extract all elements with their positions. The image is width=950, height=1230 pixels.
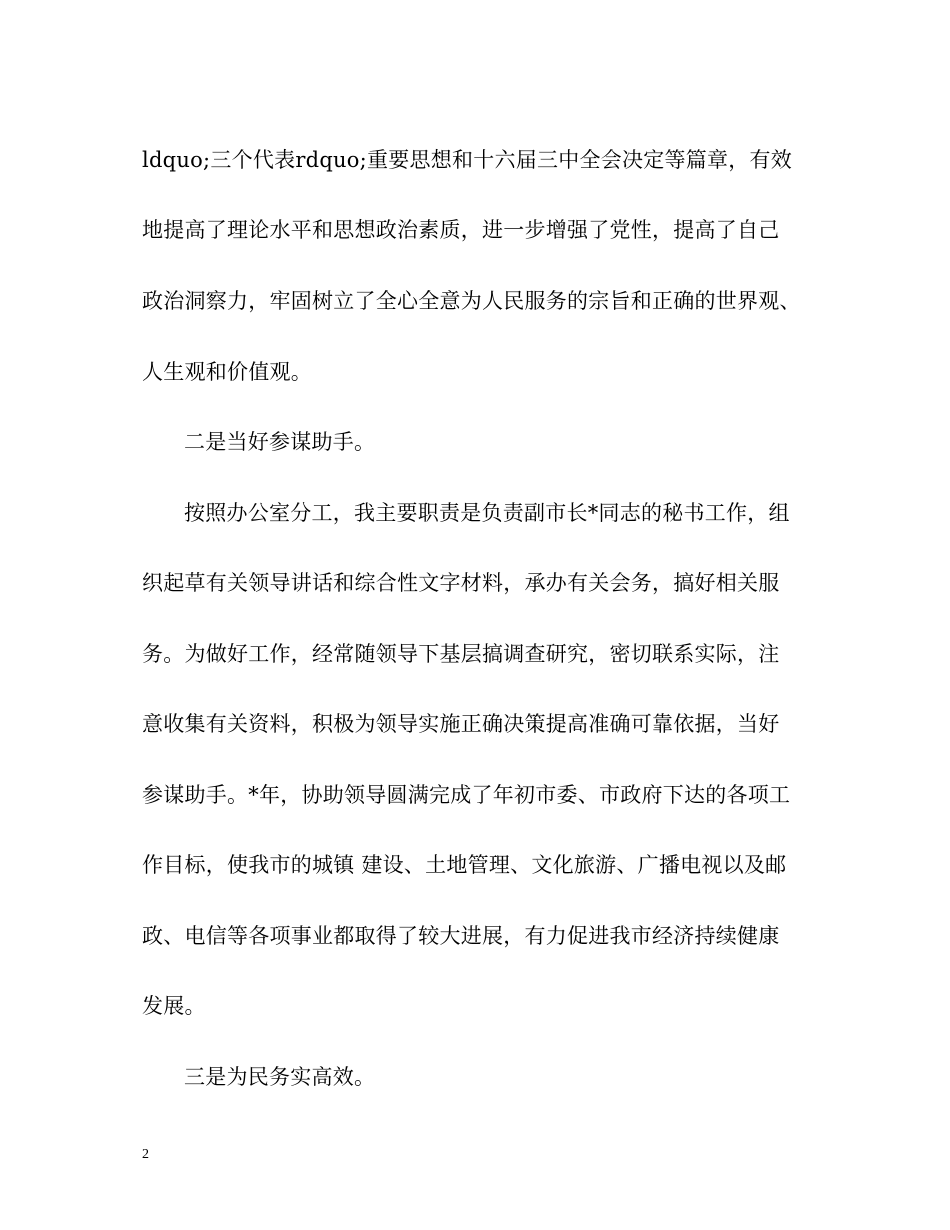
body-text-line: 参谋助手。*年，协助领导圆满完成了年初市委、市政府下达的各项工 [142,783,791,807]
body-text-line: ldquo;三个代表rdquo;重要思想和十六届三中全会决定等篇章，有效 [142,148,793,172]
body-text-line: 发展。 [142,994,206,1018]
body-text-line: 务。为做好工作，经常随领导下基层搞调查研究，密切联系实际，注 [142,642,780,666]
body-text-line: 政、电信等各项事业都取得了较大进展，有力促进我市经济持续健康 [142,924,780,948]
section-heading-line: 三是为民务实高效。 [184,1065,376,1089]
body-text-line: 织起草有关领导讲话和综合性文字材料，承办有关会务，搞好相关服 [142,571,780,595]
body-text-line: 政治洞察力，牢固树立了全心全意为人民服务的宗旨和正确的世界观、 [142,289,801,313]
body-text-line: 按照办公室分工，我主要职责是负责副市长*同志的秘书工作，组 [184,501,790,525]
body-text-line: 作目标，使我市的城镇 建设、土地管理、文化旅游、广播电视以及邮 [142,853,787,877]
body-text-line: 地提高了理论水平和思想政治素质，进一步增强了党性，提高了自己 [142,218,780,242]
body-text-line: 人生观和价值观。 [142,360,312,384]
body-text-line: 意收集有关资料，积极为领导实施正确决策提高准确可靠依据，当好 [142,712,780,736]
page-number: 2 [142,1147,149,1162]
section-heading-line: 二是当好参谋助手。 [184,430,376,454]
